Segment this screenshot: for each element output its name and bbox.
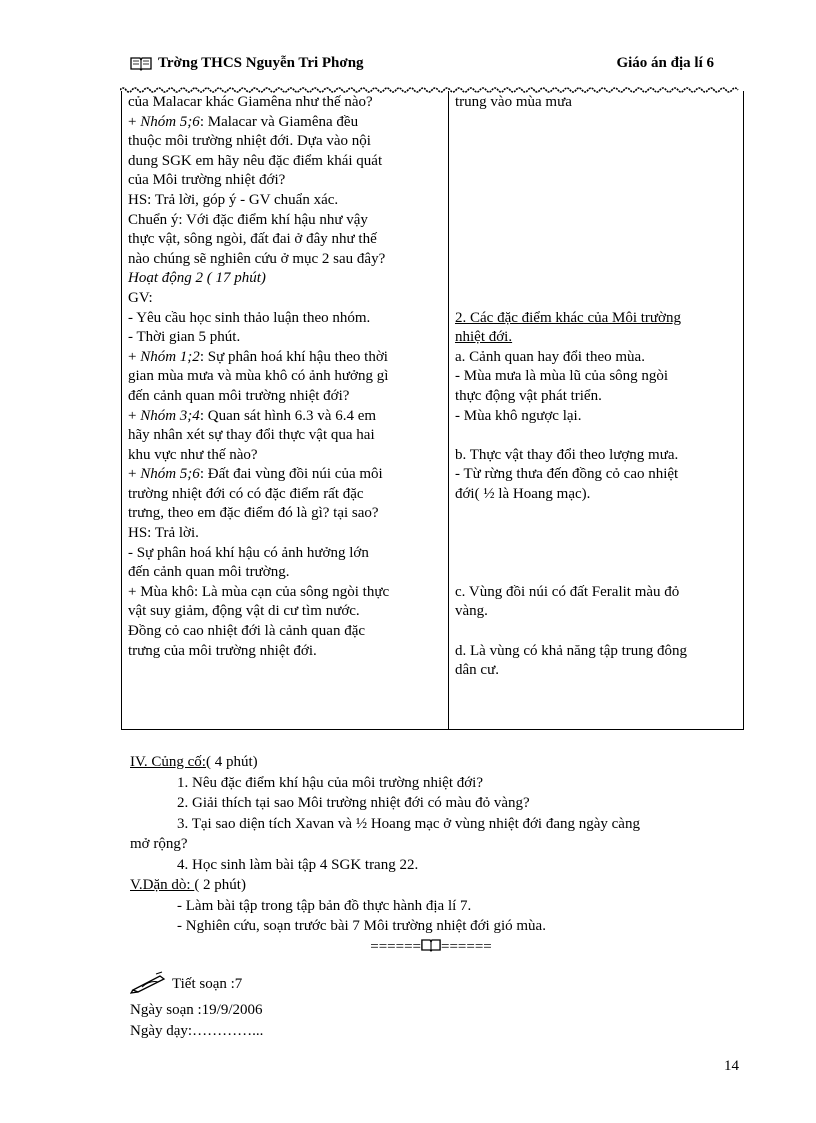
group-label: Nhóm 5;6 — [140, 113, 200, 130]
text-line: của Môi trường nhiệt đới? — [128, 172, 286, 189]
page-header-school — [130, 55, 364, 72]
text-line: gian mùa mưa và mùa khô có ảnh hưởng gì — [128, 368, 389, 385]
review-question: 3. Tại sao diện tích Xavan và ½ Hoang mạc ở vùng nhiệt đới đang ngày càng — [177, 815, 640, 832]
text-line: c. Vùng đồi núi có đất Feralit màu đỏ — [455, 583, 680, 600]
prepared-date: Ngày soạn :19/9/2006 — [130, 1002, 263, 1018]
taught-date: Ngày dạy:…………... — [130, 1022, 264, 1039]
text-line: a. Cảnh quan hay đổi theo mùa. — [455, 348, 645, 365]
homework-heading: V.Dặn dò: ( 2 phút) — [130, 877, 246, 893]
text-line: HS: Trả lời, góp ý - GV chuẩn xác. — [128, 191, 339, 208]
separator: ====== ====== — [370, 938, 492, 955]
text-line: GV: — [128, 289, 153, 306]
pen-icon — [130, 970, 168, 994]
lesson-number-row — [130, 970, 263, 994]
page-header-subject: Giáo án địa lí 6 — [616, 55, 714, 71]
text-line: thuộc môi trường nhiệt đới. Dựa vào nội — [128, 133, 371, 150]
text-line: - Mùa mưa là mùa lũ của sông ngòi — [455, 368, 669, 385]
text-line: + Nhóm 5;6: Malacar và Giamêna đều — [128, 113, 359, 130]
text-line: của Malacar khác Giamêna như thế nào? — [128, 94, 373, 110]
page-number: 14 — [724, 1058, 739, 1074]
text-line: đến cảnh quan môi trường. — [128, 564, 290, 581]
text-line: đến cảnh quan môi trường nhiệt đới? — [128, 387, 350, 404]
content-column — [449, 91, 744, 730]
group-label: Nhóm 1;2 — [140, 348, 200, 365]
text-line: - Mùa khô ngược lại. — [455, 407, 582, 424]
text-line: - Yêu cầu học sinh thảo luận theo nhóm. — [128, 309, 371, 326]
lesson-table — [121, 91, 744, 730]
review-heading: IV. Củng cố:( 4 phút) — [130, 754, 258, 770]
review-question: 2. Giải thích tại sao Môi trường nhiệt đới có màu đỏ vàng? — [177, 795, 530, 811]
text-line: + Nhóm 1;2: Sự phân hoá khí hậu theo thời — [128, 348, 388, 365]
text-line: - Thời gian 5 phút. — [128, 329, 241, 346]
homework-item: - Nghiên cứu, soạn trước bài 7 Môi trường nhiệt đới gió mùa. — [177, 918, 546, 934]
text-line: thực động vật phát triển. — [455, 387, 602, 404]
text-line: d. Là vùng có khả năng tập trung đông — [455, 642, 688, 659]
text-line: - Từ rừng thưa đến đồng cỏ cao nhiệt — [455, 466, 679, 483]
text-line: nào chúng sẽ nghiên cứu ở mục 2 sau đây? — [128, 250, 386, 267]
text-line: + Mùa khô: Là mùa cạn của sông ngòi thực — [128, 583, 390, 600]
book-icon — [130, 56, 152, 71]
section-heading: 2. Các đặc điểm khác của Môi trường — [455, 309, 681, 326]
school-name: Trờng THCS Nguyễn Tri Phơng — [158, 55, 364, 71]
text-line: + Nhóm 3;4: Quan sát hình 6.3 và 6.4 em — [128, 407, 377, 424]
text-line: dân cư. — [455, 662, 499, 679]
group-label: Nhóm 3;4 — [140, 407, 200, 424]
lesson-footer — [130, 970, 263, 1041]
text-line: + Nhóm 5;6: Đất đai vùng đồi núi của môi — [128, 466, 383, 483]
review-question: 4. Học sinh làm bài tập 4 SGK trang 22. — [177, 856, 419, 873]
book-icon — [421, 938, 441, 952]
activity-heading: Hoạt động 2 ( 17 phút) — [128, 270, 266, 287]
text-line: hãy nhân xét sự thay đổi thực vật qua hai — [128, 427, 375, 444]
lesson-number: Tiết soạn :7 — [172, 975, 243, 992]
review-section — [130, 752, 742, 957]
group-label: Nhóm 5;6 — [140, 466, 200, 483]
text-line: b. Thực vật thay đổi theo lượng mưa. — [455, 446, 679, 463]
homework-item: - Làm bài tập trong tập bản đồ thực hành địa lí 7. — [177, 897, 472, 914]
text-line: đới( ½ là Hoang mạc). — [455, 485, 591, 502]
text-line: trung vào mùa mưa — [455, 94, 572, 110]
text-line: - Sự phân hoá khí hậu có ảnh hưởng lớn — [128, 544, 369, 561]
text-line: Chuển ý: Với đặc điểm khí hậu như vậy — [128, 211, 368, 228]
text-line: trưng, theo em đặc điểm đó là gì? tại sao? — [128, 505, 379, 522]
text-line: thực vật, sông ngòi, đất đai ở đây như thế — [128, 231, 377, 248]
text-line: vàng. — [455, 603, 488, 620]
activities-column — [122, 91, 449, 730]
text-line: dung SGK em hãy nêu đặc điểm khái quát — [128, 152, 383, 169]
text-line: trưng của môi trường nhiệt đới. — [128, 642, 317, 659]
text-line: trường nhiệt đới có có đặc điểm rất đặc — [128, 485, 364, 502]
text-line: HS: Trả lời. — [128, 525, 199, 542]
review-question-cont: mở rộng? — [130, 836, 188, 852]
text-line: khu vực như thế nào? — [128, 446, 258, 463]
section-heading: nhiệt đới. — [455, 329, 513, 346]
text-line: Đồng cỏ cao nhiệt đới là cảnh quan đặc — [128, 623, 366, 640]
text-line: vật suy giảm, động vật di cư tìm nước. — [128, 603, 360, 620]
review-question: 1. Nêu đặc điểm khí hậu của môi trường nhiệt đới? — [177, 774, 483, 791]
